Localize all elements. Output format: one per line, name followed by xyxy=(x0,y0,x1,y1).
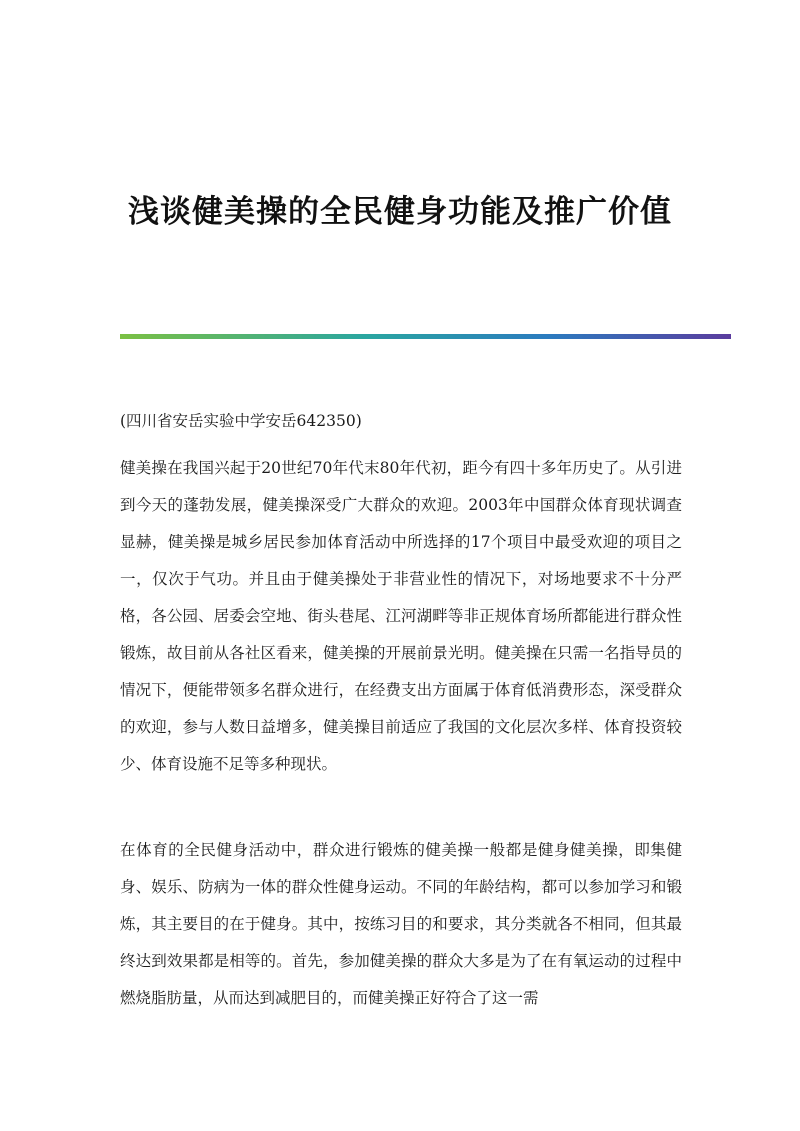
body-paragraph-2: 在体育的全民健身活动中，群众进行锻炼的健美操一般都是健身健美操，即集健身、娱乐、防病为一体的群众性健身运动。不同的年龄结构，都可以参加学习和锻炼，其主要目的在于健身。其中，按练习目的和要求，其分类就各不相同，但其最终达到效果都是相等的。首先，参加健美操的群众大多是为了在有氧运动的过程中燃烧脂肪量，从而达到减肥目的，而健美操正好符合了这一需 xyxy=(120,841,682,1007)
author-affiliation: (四川省安岳实验中学安岳642350) xyxy=(120,412,362,430)
title-divider xyxy=(120,334,731,339)
body-paragraph-1: 健美操在我国兴起于20世纪70年代末80年代初，距今有四十多年历史了。从引进到今天的蓬勃发展，健美操深受广大群众的欢迎。2003年中国群众体育现状调查显赫，健美操是城乡居民参加体育活动中所选择的17个项目中最受欢迎的项目之一，仅次于气功。并且由于健美操处于非营业性的情况下，对场地要求不十分严格，各公园、居委会空地、街头巷尾、江河湖畔等非正规体育场所都能进行群众性锻炼，故目前从各社区看来，健美操的开展前景光明。健美操在只需一名指导员的情况下，便能带领多名群众进行，在经费支出方面属于体育低消费形态，深受群众的欢迎，参与人数日益增多，健美操目前适应了我国的文化层次多样、体育投资较少、体育设施不足等多种现状。 xyxy=(120,459,682,773)
document-title: 浅谈健美操的全民健身功能及推广价值 xyxy=(128,194,672,230)
